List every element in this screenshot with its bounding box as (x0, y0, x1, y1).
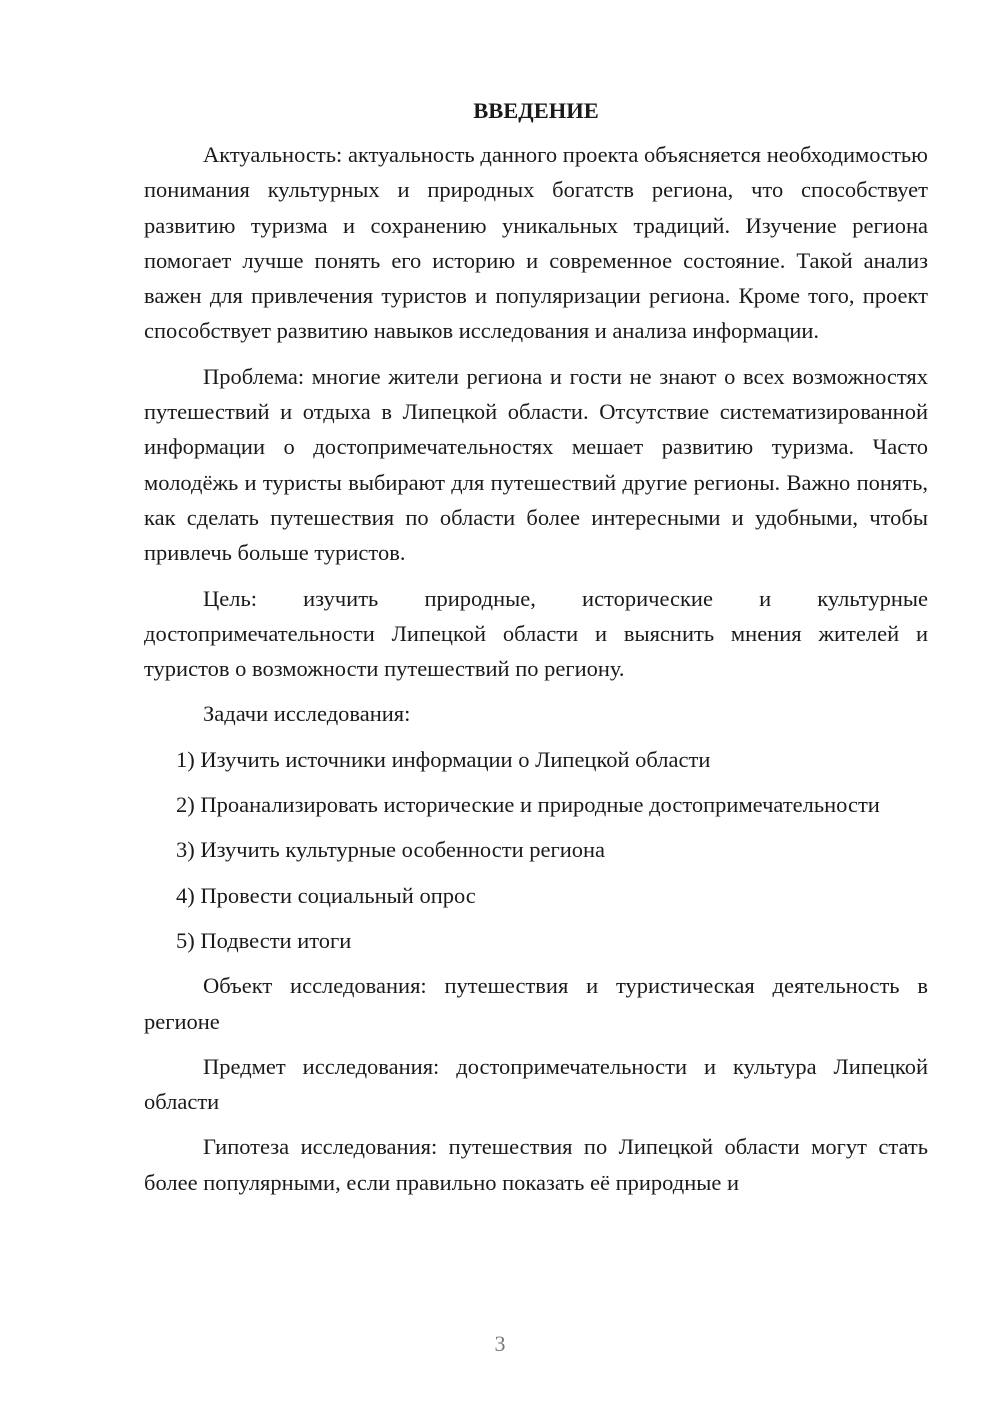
page-content (144, 95, 928, 1210)
paragraph-goal: Цель: изучить природные, исторические и культурные достопримечательности Липецкой области и выяснить мнения жителей и туристов о возможности путешествий по региону. (144, 585, 928, 682)
paragraph-problem: Проблема: многие жители региона и гости не знают о всех возможностях путешествий и отдыха в Липецкой области. Отсутствие систематизированной информации о достопримечательностях мешает развитию туризма. Часто молодёжь и туристы выбирают для путешествий другие регионы. Важно понять, как сделать путешествия по области более интересными и удобными, чтобы привлечь больше туристов. (144, 363, 928, 566)
paragraph-object: Объект исследования: путешествия и туристическая деятельность в регионе (144, 973, 928, 1034)
paragraph-relevance: Актуальность: актуальность данного проекта объясняется необходимостью понимания культурных и природных богатств региона, что способствует развитию туризма и сохранению уникальных традиций. Изучение региона помогает лучше понять его историю и современное состояние. Такой анализ важен для привлечения туристов и популяризации региона. Кроме того, проект способствует развитию навыков исследования и анализа информации. (144, 142, 928, 344)
page-number: 3 (494, 1331, 506, 1356)
task-item-2: 2) Проанализировать исторические и природные достопримечательности (176, 792, 880, 818)
section-title: ВВЕДЕНИЕ (473, 98, 599, 123)
task-item-1: 1) Изучить источники информации о Липецкой области (176, 746, 711, 772)
paragraph-hypothesis: Гипотеза исследования: путешествия по Липецкой области могут стать более популярными, если правильно показать её природные и (144, 1134, 928, 1195)
task-item-4: 4) Провести социальный опрос (176, 882, 476, 908)
task-item-5: 5) Подвести итоги (176, 927, 352, 953)
task-item-3: 3) Изучить культурные особенности региона (176, 837, 606, 863)
paragraph-subject: Предмет исследования: достопримечательности и культура Липецкой области (144, 1053, 928, 1115)
tasks-heading: Задачи исследования: (203, 701, 411, 727)
